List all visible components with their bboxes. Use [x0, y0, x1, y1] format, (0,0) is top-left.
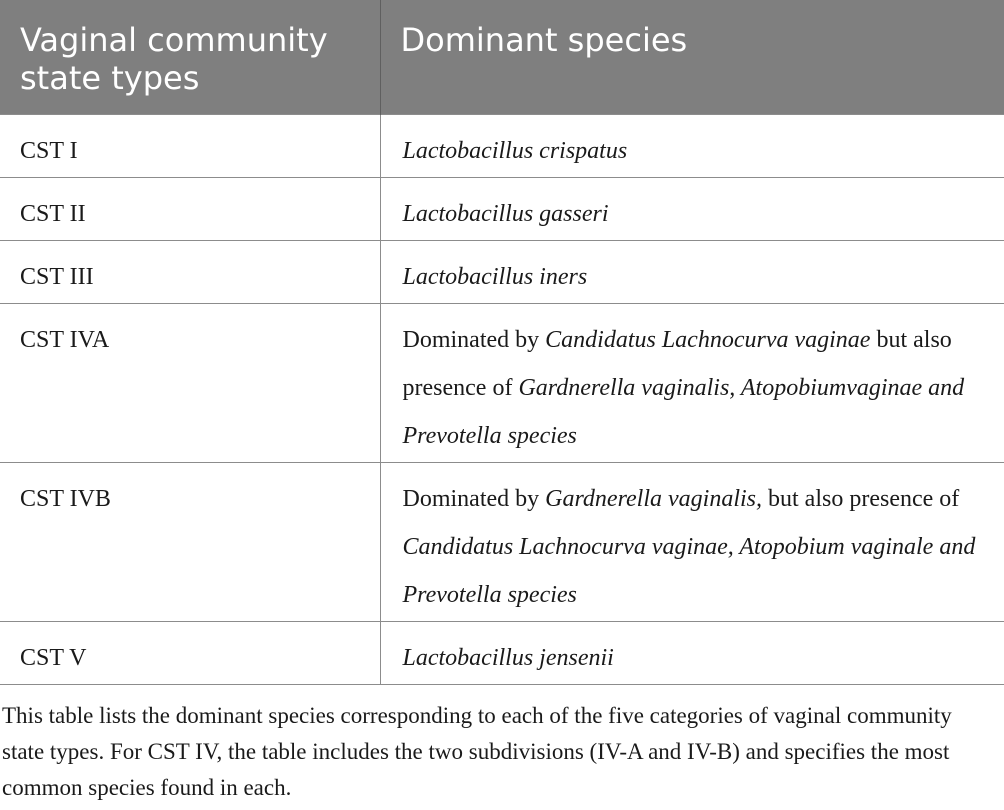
species-cell [380, 241, 1004, 304]
cst-cell: CST II [0, 178, 380, 241]
species-text-italic: Candidatus Lachnocurva vaginae, Atopobium vaginale and Prevotella species [402, 534, 976, 608]
species-text: Lactobacillus iners [402, 264, 588, 290]
table-row [0, 622, 1004, 685]
table-row [0, 115, 1004, 178]
table-row [0, 178, 1004, 241]
cst-cell: CST IVA [0, 304, 380, 463]
table-body [0, 115, 1004, 685]
cst-cell: CST IVB [0, 463, 380, 622]
cst-cell: CST V [0, 622, 380, 685]
table-row [0, 241, 1004, 304]
species-text: but also presence of [762, 486, 960, 512]
table-row [0, 304, 1004, 463]
cst-cell: CST I [0, 115, 380, 178]
species-text: Lactobacillus crispatus [402, 138, 628, 164]
species-cell [380, 622, 1004, 685]
species-text: Lactobacillus jensenii [402, 645, 614, 671]
species-text-italic: Gardnerella vaginalis, [545, 486, 763, 512]
header-cst: Vaginal community state types [0, 0, 380, 115]
table-header [0, 0, 1004, 115]
cst-cell: CST III [0, 241, 380, 304]
header-dominant-species: Dominant species [380, 0, 1004, 115]
table-footnote: This table lists the dominant species corresponding to each of the five categories of vaginal community state types. For CST IV, the table includes the two subdivisions (IV-A and IV-B) and specifies the most common species found in each. [2, 703, 952, 800]
species-text-italic: Candidatus Lachnocurva vaginae [545, 327, 871, 353]
species-cell [380, 178, 1004, 241]
species-text: Dominated by [402, 486, 546, 512]
species-cell [380, 463, 1004, 622]
header-row [0, 0, 1004, 115]
species-text-italic: Gardnerella vaginalis, Atopobiumvaginae and Prevotella species [402, 375, 965, 449]
species-text: but also presence of [402, 327, 952, 401]
species-text: Dominated by [402, 327, 546, 353]
species-cell [380, 115, 1004, 178]
table-row [0, 463, 1004, 622]
species-text: Lactobacillus gasseri [402, 201, 609, 227]
species-cell [380, 304, 1004, 463]
